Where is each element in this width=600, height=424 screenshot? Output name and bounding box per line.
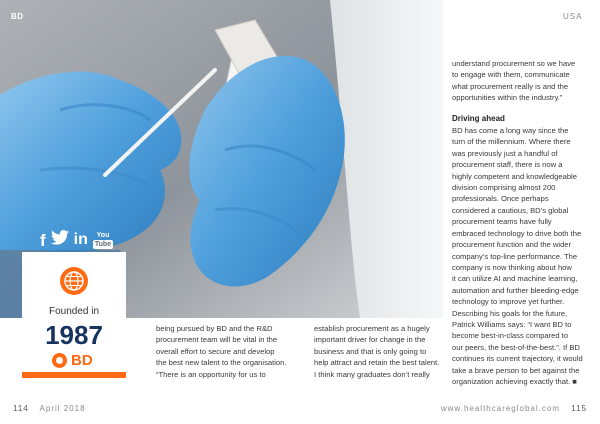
page-number-right: 115: [571, 404, 587, 413]
facebook-icon[interactable]: f: [40, 230, 46, 250]
twitter-bird-glyph: [51, 230, 69, 245]
issue-date: April 2018: [39, 404, 86, 413]
founded-year: 1987: [45, 320, 103, 350]
column-1-text: being pursued by BD and the R&D procurement team will be vital in the overall effort to secure and develop the best new talent to the organisation. “There is an opportunity for us to: [156, 324, 287, 379]
article-column-2: [314, 323, 446, 380]
article-column-1: [156, 323, 294, 380]
bd-logo-text: BD: [71, 352, 93, 369]
founded-label: Founded in: [48, 306, 100, 317]
linkedin-icon[interactable]: in: [73, 231, 88, 248]
website-link[interactable]: www.healthcareglobal.com: [440, 404, 560, 413]
twitter-icon[interactable]: [51, 230, 69, 250]
globe-icon: [59, 266, 89, 296]
brand-label: BD: [11, 12, 24, 21]
column-2-text: establish procurement as a hugely important driver for change in the business and that is only going to help attract and retain the best talent. I think many graduates don’t really: [314, 324, 440, 379]
youtube-icon[interactable]: [93, 232, 113, 249]
orange-accent-bar: [22, 372, 126, 378]
bd-logo-mark-icon: [52, 353, 67, 368]
footer-right: [441, 404, 587, 413]
column-3-body: BD has come a long way since the turn of the millennium. Where there was previously just a handful of procurement staff, there is now a highly competent and knowledgeable division comprising almost 200 professionals. Once perhaps considered a cautious, BD’s global procurement teams have fully embraced technology to drive both the procurement function and the wider company’s top-line performance. The company is now thinking about how it can utilize AI and machine learning, automation and further bleeding-edge technology to improve yet further. Describing his goals for the future, Patrick Williams says: “I want BD to become best-in-class compared to our peers, the best-of-the-best.”. If BD continues its current trajectory, it would take a brave person to bet against the organization achieving exactly that. ■: [452, 126, 583, 386]
founded-panel: [22, 252, 126, 380]
article-column-3: [452, 58, 586, 387]
footer-left: [13, 404, 86, 413]
bd-logo: [52, 352, 93, 369]
youtube-you: You: [96, 231, 110, 239]
page-number-left: 114: [13, 404, 29, 413]
section-heading: Driving ahead: [452, 113, 505, 123]
region-label: USA: [563, 12, 583, 21]
social-links: [40, 230, 113, 250]
column-3-intro: understand procurement so we have to engage with them, communicate what procurement really is and the opportunities within the industry.”: [452, 59, 576, 103]
youtube-tube: Tube: [94, 240, 112, 248]
